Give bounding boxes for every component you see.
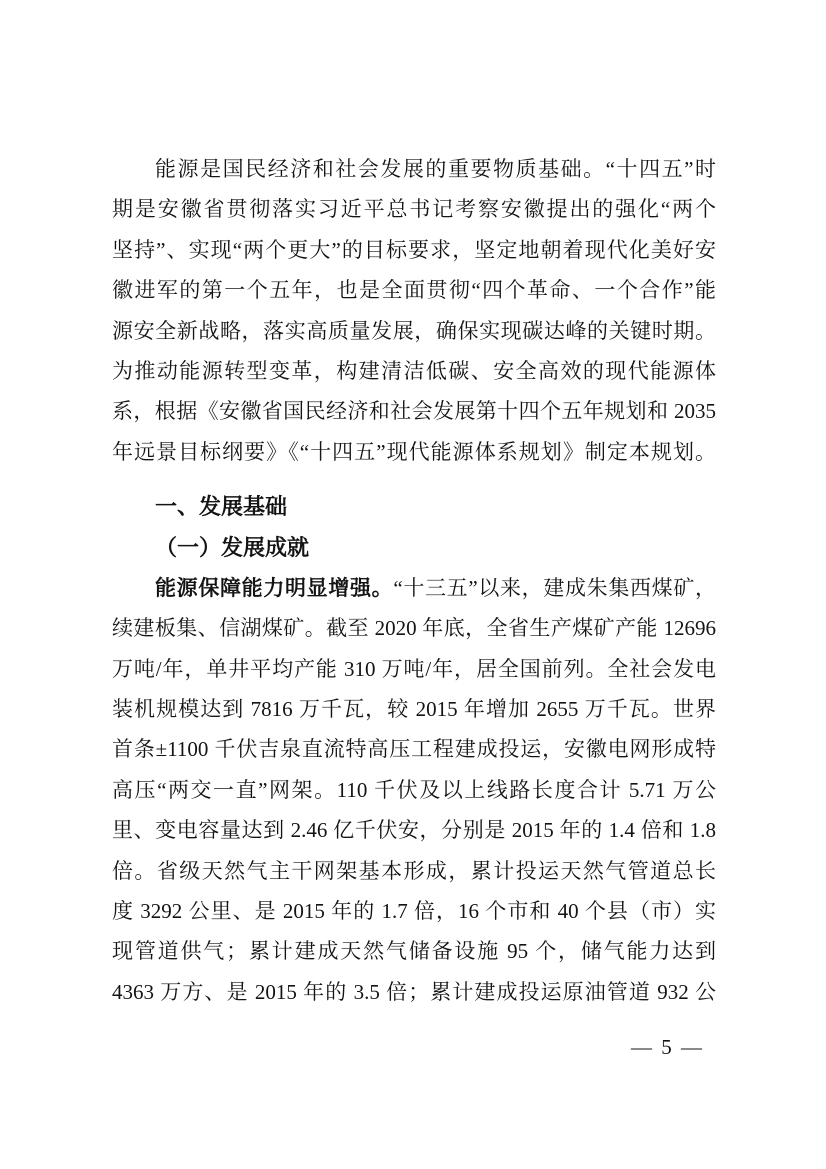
subsection-heading: （一）发展成就 — [155, 534, 310, 560]
achievements-line: 万吨/年，单井平均产能 310 万吨/年，居全国前列。全社会发电 — [112, 656, 716, 681]
achievements-line: 续建板集、信湖煤矿。截至 2020 年底，全省生产煤矿产能 12696 — [112, 616, 716, 641]
achievements-first-line — [112, 568, 716, 608]
intro-paragraph-line: 为推动能源转型变革，构建清洁低碳、安全高效的现代能源体 — [112, 358, 716, 383]
achievements-line: 装机规模达到 7816 万千瓦，较 2015 年增加 2655 万千瓦。世界 — [112, 697, 716, 722]
achievements-line: 4363 万方、是 2015 年的 3.5 倍；累计建成投运原油管道 932 公 — [112, 979, 716, 1004]
text-block — [112, 149, 716, 1012]
achievements-line: 高压“两交一直”网架。110 千伏及以上线路长度合计 5.71 万公 — [112, 777, 716, 802]
intro-paragraph-line: 期是安徽省贯彻落实习近平总书记考察安徽提出的强化“两个 — [112, 197, 716, 222]
intro-paragraph-line: 年远景目标纲要》《“十四五”现代能源体系规划》制定本规划。 — [112, 439, 716, 464]
achievements-line: 现管道供气；累计建成天然气储备设施 95 个，储气能力达到 — [112, 939, 716, 964]
achievements-line: 首条±1100 千伏吉泉直流特高压工程建成投运，安徽电网形成特 — [112, 737, 716, 762]
intro-paragraph-line: 坚持”、实现“两个更大”的目标要求，坚定地朝着现代化美好安 — [112, 237, 716, 262]
section-heading: 一、发展基础 — [155, 494, 288, 520]
intro-paragraph-line: 能源是国民经济和社会发展的重要物质基础。“十四五”时 — [155, 157, 716, 181]
page-number: — 5 — — [631, 1035, 704, 1059]
achievements-line: 里、变电容量达到 2.46 亿千伏安，分别是 2015 年的 1.4 倍和 1.8 — [112, 818, 716, 843]
achievements-line: 度 3292 公里、是 2015 年的 1.7 倍，16 个市和 40 个县（市）实 — [112, 899, 716, 924]
intro-paragraph-line: 源安全新战略，落实高质量发展，确保实现碳达峰的关键时期。 — [112, 318, 716, 343]
intro-paragraph-line: 徽进军的第一个五年，也是全面贯彻“四个革命、一个合作”能 — [112, 278, 716, 303]
intro-paragraph-line: 系，根据《安徽省国民经济和社会发展第十四个五年规划和 2035 — [112, 399, 716, 424]
achievements-lead: 能源保障能力明显增强。 — [155, 576, 394, 600]
achievements-first-line-rest: “十三五”以来，建成朱集西煤矿， — [393, 575, 716, 600]
achievements-line: 倍。省级天然气主干网架基本形成，累计投运天然气管道总长 — [112, 858, 716, 883]
